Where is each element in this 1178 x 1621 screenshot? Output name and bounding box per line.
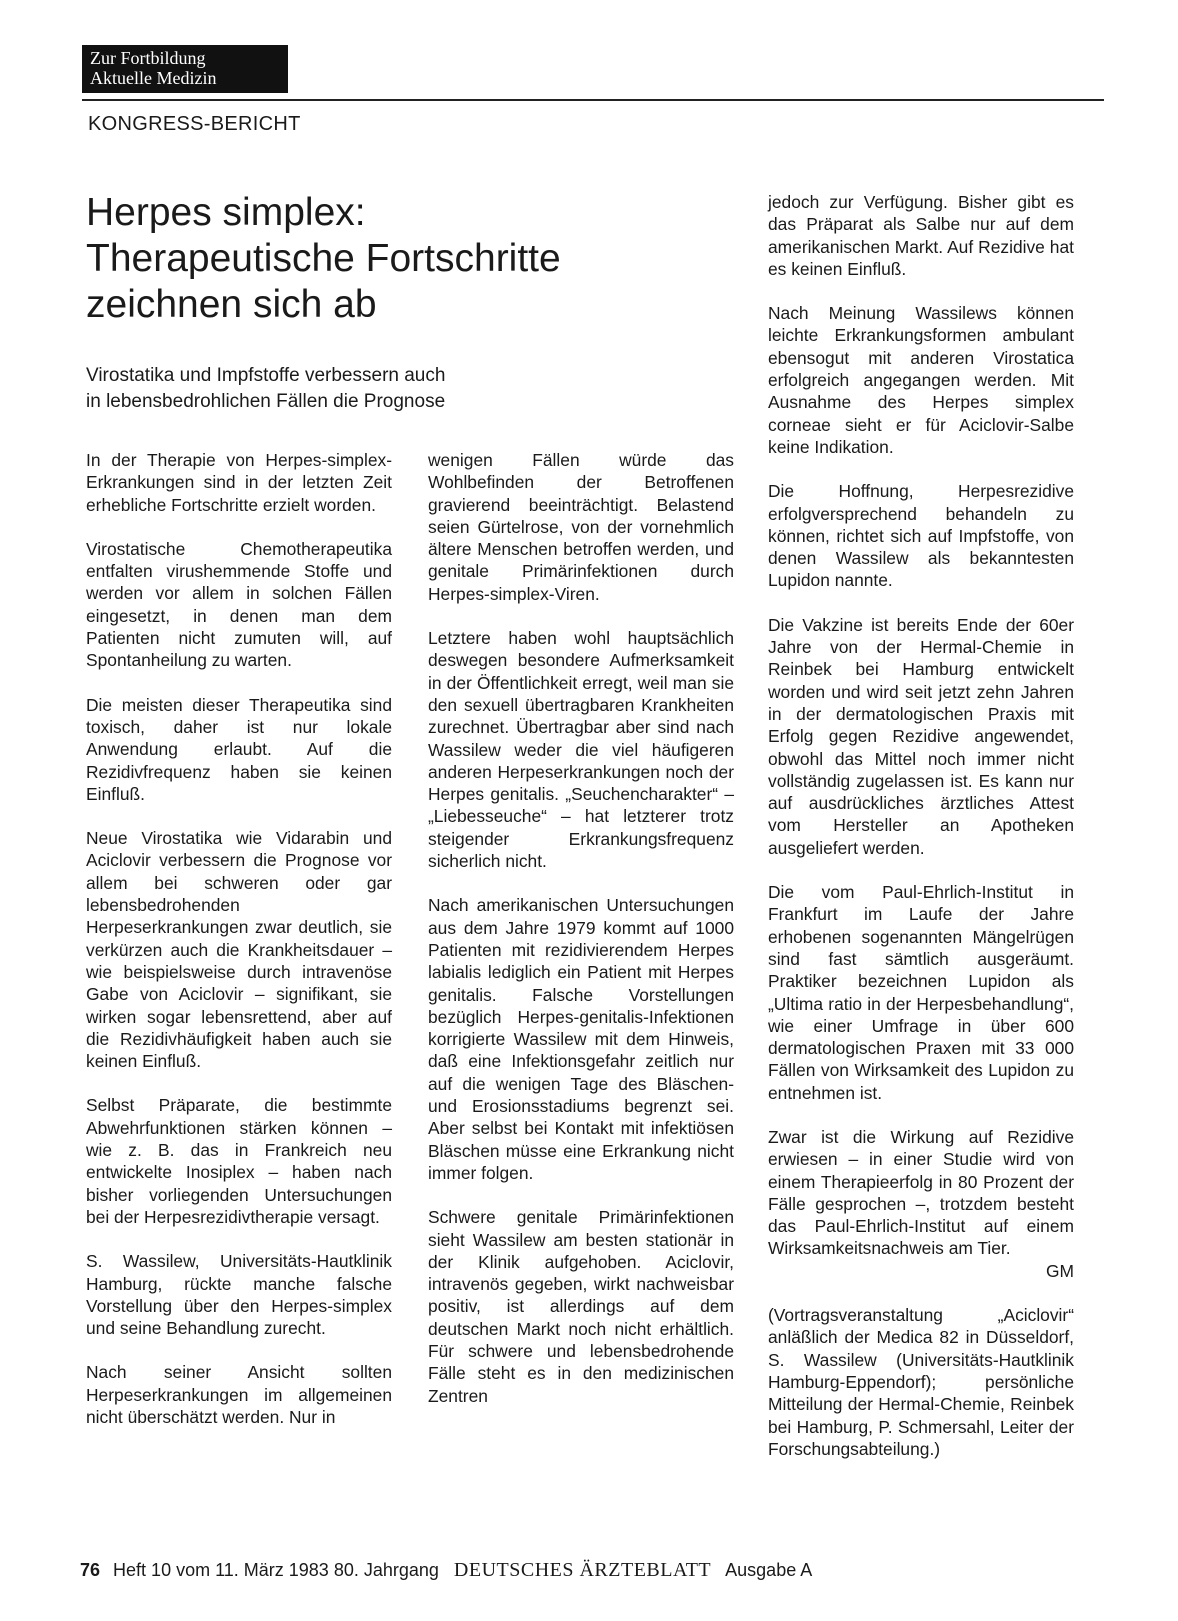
title-line-2: Therapeutische Fortschritte	[86, 237, 561, 280]
title-line-1: Herpes simplex:	[86, 191, 366, 234]
paragraph: Virostatische Chemotherapeutika entfalten virushemmende Stoffe und werden vor allem in solchen Fällen eingesetzt, in denen man dem Patienten nicht zumuten will, auf Spontanheilung zu warten.	[86, 538, 392, 671]
paragraph: In der Therapie von Herpes-simplex-Erkrankungen sind in der letzten Zeit erhebliche Fortschritte erzielt worden.	[86, 450, 392, 515]
paragraph: Nach amerikanischen Untersuchungen aus dem Jahre 1979 kommt auf 1000 Patienten mit rezidivierendem Herpes labialis lediglich ein Patient mit Herpes genitalis. Falsche Vorstellungen bezüglich Herpes-genitalis-Infektionen korrigierte Wassilew mit dem Hinweis, daß eine Infektionsgefahr zeitlich nur auf die wenigen Tage des Bläschen- und Erosionsstadiums begrenzt sei. Aber selbst bei Kontakt mit infektiösen Bläschen müsse eine Erkrankung nicht immer folgen.	[428, 895, 734, 1183]
section-badge	[82, 45, 288, 93]
paragraph: Nach Meinung Wassilews können leichte Erkrankungsformen ambulant ebensogut mit anderen Virostatica erfolgreich angegangen werden. Mit Ausnahme des Herpes simplex corneae sieht er für Aciclovir-Salbe keine Indikation.	[768, 303, 1074, 457]
paragraph: Die Vakzine ist bereits Ende der 60er Jahre von der Hermal-Chemie in Reinbek bei Hamburg entwickelt worden und wird seit jetzt zehn Jahren in der dermatologischen Praxis mit Erfolg gegen Rezidive angewendet, obwohl das Mittel noch immer nicht vollständig zugelassen ist. Es kann nur auf ausdrückliches ärztliches Attest vom Hersteller an Apotheken ausgeliefert werden.	[768, 614, 1074, 858]
column-1	[86, 449, 392, 1450]
author-initials: GM	[1045, 1260, 1074, 1281]
paragraph: Neue Virostatika wie Vidarabin und Aciclovir verbessern die Prognose vor allem bei schweren oder gar lebensbedrohenden Herpeserkrankungen zwar deutlich, sie verkürzen auch die Krankheitsdauer – wie beispielsweise durch intravenöse Gabe von Aciclovir – signifikant, sie wirken sogar lebensrettend, aber auf die Rezidivhäufigkeit haben auch sie keinen Einfluß.	[86, 828, 392, 1072]
paragraph: Schwere genitale Primärinfektionen sieht Wassilew am besten stationär in der Klinik aufgehoben. Aciclovir, intravenös gegeben, wirkt nachweisbar positiv, ist allerdings auf dem deutschen Markt noch nicht erhältlich. Für schwere und lebensbedrohende Fälle steht es in den medizinischen Zentren	[428, 1207, 734, 1406]
paragraph: Die Hoffnung, Herpesrezidive erfolgversprechend behandeln zu können, richtet sich auf Impfstoffe, von denen Wassilew als bekanntesten Lupidon nannte.	[768, 481, 1074, 591]
paragraph: Letztere haben wohl hauptsächlich deswegen besondere Aufmerksamkeit in der Öffentlichkeit erregt, weil man sie den sexuell übertragbaren Krankheiten zurechnet. Übertragbar aber sind nach Wassilew weder die viel häufigeren anderen Herpeserkrankungen noch der Herpes genitalis. „Seuchencharakter“ – „Liebesseuche“ – hat letzterer trotz steigender Erkrankungsfrequenz sicherlich nicht.	[428, 628, 734, 872]
column-2	[428, 449, 734, 1429]
issue-info: Heft 10 vom 11. März 1983 80. Jahrgang	[113, 1560, 439, 1580]
badge-line-2: Aktuelle Medizin	[90, 68, 217, 88]
paragraph: Die meisten dieser Therapeutika sind toxisch, daher ist nur lokale Anwendung erlaubt. Auf die Rezidivfrequenz haben sie keinen Einfluß.	[86, 694, 392, 804]
title-line-3: zeichnen sich ab	[86, 283, 377, 326]
edition: Ausgabe A	[725, 1560, 813, 1580]
section-label: KONGRESS-BERICHT	[88, 113, 301, 135]
paragraph: Die vom Paul-Ehrlich-Institut in Frankfurt im Laufe der Jahre erhobenen sogenannten Mängelrügen sind fast sämtlich ausgeräumt. Praktiker bezeichnen Lupidon als „Ultima ratio in der Herpesbehandlung“, wie einer Umfrage in über 600 dermatologischen Praxen mit 33 000 Fällen von Wirksamkeit des Lupidon zu entnehmen ist.	[768, 882, 1074, 1103]
badge-line-1: Zur Fortbildung	[90, 48, 206, 68]
subtitle-line-1: Virostatika und Impfstoffe verbessern auch	[86, 365, 446, 386]
journal-name: DEUTSCHES ÄRZTEBLATT	[453, 1559, 712, 1581]
article-title	[86, 190, 686, 328]
header-rule	[82, 99, 1104, 101]
article-subtitle	[86, 363, 646, 415]
paragraph: Nach seiner Ansicht sollten Herpeserkrankungen im allgemeinen nicht überschätzt werden. Nur in	[86, 1362, 392, 1427]
paragraph: wenigen Fällen würde das Wohlbefinden der Betroffenen gravierend beeinträchtigt. Belastend seien Gürtelrose, von der vornehmlich ältere Menschen betroffen werden, und genitale Primärinfektionen durch Herpes-simplex-Viren.	[428, 450, 734, 604]
paragraph: Zwar ist die Wirkung auf Rezidive erwiesen – in einer Studie wird von einem Therapieerfolg in 80 Prozent der Fälle gesprochen –, trotzdem besteht das Paul-Ehrlich-Institut auf einem Wirksamkeitsnachweis am Tier.	[768, 1126, 1074, 1259]
page-number: 76	[80, 1560, 101, 1580]
page-footer	[80, 1559, 812, 1582]
column-3	[768, 191, 1074, 1482]
paragraph: jedoch zur Verfügung. Bisher gibt es das Präparat als Salbe nur auf dem amerikanischen Markt. Auf Rezidive hat es keinen Einfluß.	[768, 192, 1074, 279]
paragraph: S. Wassilew, Universitäts-Hautklinik Hamburg, rückte manche falsche Vorstellung über den Herpes-simplex und seine Behandlung zurecht.	[86, 1251, 392, 1339]
source-note: (Vortragsveranstaltung „Aciclovir“ anläßlich der Medica 82 in Düsseldorf, S. Wassilew (Universitäts-Hautklinik Hamburg-Eppendorf); persönliche Mitteilung der Hermal-Chemie, Reinbek bei Hamburg, P. Schmersahl, Leiter der Forschungsabteilung.)	[768, 1305, 1074, 1459]
paragraph: Selbst Präparate, die bestimmte Abwehrfunktionen stärken können – wie z. B. das in Frankreich neu entwickelte Inosiplex – haben nach bisher vorliegenden Untersuchungen bei der Herpesrezidivtherapie versagt.	[86, 1095, 392, 1227]
subtitle-line-2: in lebensbedrohlichen Fällen die Prognose	[86, 391, 446, 412]
